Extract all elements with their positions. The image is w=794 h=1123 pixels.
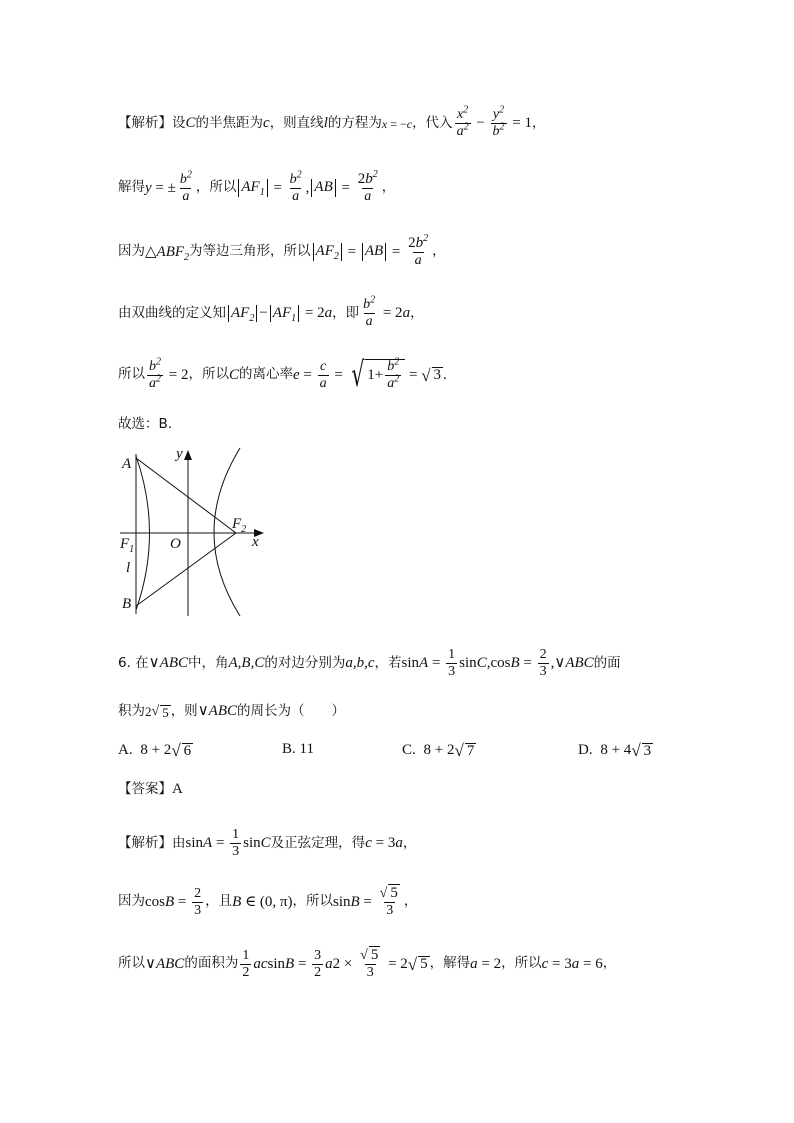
label-F2: $F_2$ bbox=[232, 516, 247, 535]
option-d[interactable]: D. 8 + 4 √ 3 bbox=[578, 741, 652, 760]
label-O: O bbox=[170, 536, 181, 552]
answer-label: 【答案】 bbox=[118, 780, 172, 797]
label-l: l bbox=[126, 560, 131, 576]
fraction-y2-b2: $\frac{y^2}{b^2}$ bbox=[492, 104, 505, 139]
solution6-line3: 所以 ∨ ABC 的面积为 $\frac{1}{2}$ ac sin B = $\frac{3}{2}$ a 2 × $\frac{√ 5}{3}$ = 2 √ 5 ，解得 a = 2 ，所以 c = 3 a = 6 ， bbox=[118, 947, 617, 980]
y-axis-arrow bbox=[184, 450, 192, 460]
analysis-label: 【解析】 bbox=[118, 114, 172, 131]
question6-options bbox=[118, 742, 678, 762]
hyperbola-right-branch bbox=[214, 448, 240, 616]
label-B: B bbox=[122, 596, 132, 612]
answer6 bbox=[118, 782, 183, 797]
answer-value: A bbox=[172, 781, 183, 797]
hyperbola-figure bbox=[118, 446, 278, 616]
solution5-line2: 解得 y = ± $\frac{b^2}{a}$ ，所以 $AF_1$ = $\frac{b^2}{a}$ , AB = $\frac{2b^2}{a}$ ， bbox=[118, 168, 396, 204]
option-b[interactable]: B. 11 bbox=[282, 741, 314, 757]
solution5-line5: 所以 $\frac{b^2}{a^2}$ = 2 ，所以 C 的离心率 e = $\frac{c}{a}$ = √ 1+ $\frac{b^2}{a^2}$ = √ 3 . bbox=[118, 355, 447, 395]
segment-BF2 bbox=[136, 533, 236, 606]
solution6-line2: 因为 cos B = $\frac{2}{3}$ ，且 B ∈ (0, π) ，所以 sin B = $\frac{√ 5}{3}$ ， bbox=[118, 885, 418, 918]
label-x: x bbox=[252, 534, 259, 550]
solution5-line1: 【解析】 设 C 的半焦距为 c ，则直线 l 的方程为 x = − c ，代入 $\frac{x^2}{a^2}$ − $\frac{y^2}{b^2}$ = 1 ， bbox=[118, 104, 546, 139]
solution5-line4: 由双曲线的定义知 $AF_2$ − $AF_1$ = 2 a ，即 $\frac{b^2}{a}$ = 2 a ， bbox=[118, 294, 424, 329]
solution6-line1: 【解析】 由 sin A = $\frac{1}{3}$ sin C 及正弦定理，得 c = 3 a ， bbox=[118, 827, 417, 859]
label-F1: $F_1$ bbox=[120, 536, 135, 555]
label-y: y bbox=[176, 446, 183, 462]
solution5-choice: 故选：B. bbox=[118, 416, 173, 432]
solution5-line3: 因为 △ $ABF_2$ 为等边三角形，所以 $AF_2$ = AB = $\frac{2b^2}{a}$ ， bbox=[118, 233, 446, 268]
option-a[interactable]: A. 8 + 2 √ 6 bbox=[118, 741, 192, 760]
option-c[interactable]: C. 8 + 2 √ 7 bbox=[402, 741, 475, 760]
segment-AF2 bbox=[136, 458, 236, 533]
fraction-x2-a2: $\frac{x^2}{a^2}$ bbox=[456, 104, 469, 139]
label-A: A bbox=[122, 456, 132, 472]
question6-line2: 积为 2 √ 5 ，则 ∨ ABC 的周长为（ ） bbox=[118, 702, 346, 720]
question6-line1: 6. 在 ∨ ABC 中，角 A,B,C 的对边分别为 a,b,c ，若 sin A = $\frac{1}{3}$ sin C ,cos B = $\frac{2}{3}$ ,∨ ABC 的面 bbox=[118, 647, 621, 679]
